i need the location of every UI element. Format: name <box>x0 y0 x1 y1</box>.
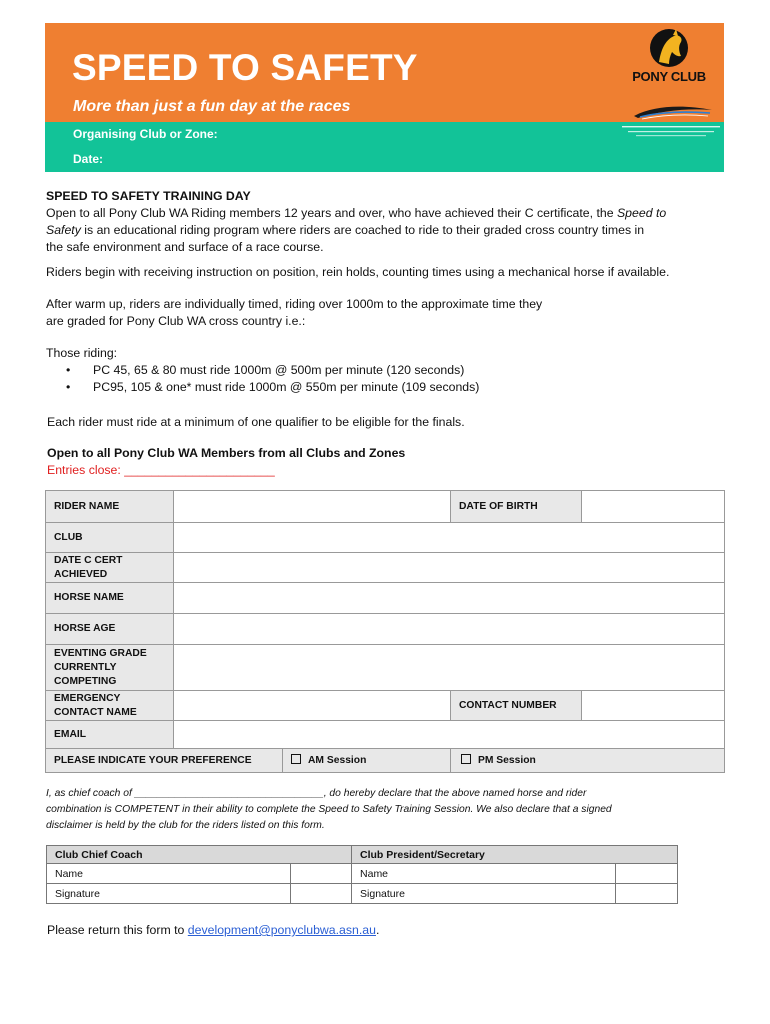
sponsor-logo <box>632 104 714 120</box>
intro-text-c: the safe environment and surface of a race course. <box>46 240 324 254</box>
coach-signature-field[interactable] <box>291 884 352 904</box>
am-session-option[interactable] <box>283 749 451 773</box>
page-title: SPEED TO SAFETY <box>72 47 418 88</box>
return-email-link[interactable]: development@ponyclubwa.asn.au <box>187 923 376 937</box>
horse-head-icon <box>619 26 719 70</box>
coach-name-field[interactable] <box>291 864 352 884</box>
entries-close-label: Entries close: ______________________ <box>47 463 275 477</box>
those-riding-label: Those riding: <box>46 346 118 360</box>
club-label: CLUB <box>46 523 174 553</box>
training-day-heading: SPEED TO SAFETY TRAINING DAY <box>46 189 251 203</box>
sponsor-tagline-lines <box>622 124 720 138</box>
date-label: Date: <box>73 152 104 166</box>
am-session-label: AM Session <box>308 754 367 766</box>
eventing-line-3: COMPETING <box>54 675 117 687</box>
organising-club-label: Organising Club or Zone: <box>73 127 218 141</box>
pm-session-checkbox[interactable] <box>461 754 471 764</box>
riders-begin-paragraph: Riders begin with receiving instruction on position, rein holds, counting times using a mechanical horse if available. <box>46 265 670 279</box>
eventing-grade-label <box>46 645 174 691</box>
emergency-line-1: EMERGENCY <box>54 692 121 704</box>
return-instruction <box>47 923 379 937</box>
signature-table <box>46 845 678 904</box>
pm-session-option[interactable] <box>451 749 725 773</box>
warm-up-line-1: After warm up, riders are individually timed, riding over 1000m to the approximate time they <box>46 297 543 311</box>
coach-signature-label: Signature <box>47 884 291 904</box>
logo-text: PONY CLUB <box>632 69 706 84</box>
horse-age-label: HORSE AGE <box>46 614 174 645</box>
emergency-contact-label <box>46 691 174 721</box>
club-field[interactable] <box>174 523 725 553</box>
rider-entry-form <box>45 490 725 773</box>
horse-age-field[interactable] <box>174 614 725 645</box>
date-c-cert-label <box>46 553 174 583</box>
eventing-line-1: EVENTING GRADE <box>54 647 147 659</box>
warm-up-paragraph <box>46 296 706 330</box>
intro-italic-2: Safety <box>46 223 81 237</box>
declaration-line-3: disclaimer is held by the club for the riders listed on this form. <box>46 820 325 831</box>
eventing-grade-field[interactable] <box>174 645 725 691</box>
date-of-birth-label: DATE OF BIRTH <box>451 491 582 523</box>
intro-text-a: Open to all Pony Club WA Riding members 12 years and over, who have achieved their C certificate, the <box>46 206 617 220</box>
intro-italic-1: Speed to <box>616 206 667 220</box>
email-label: EMAIL <box>46 721 174 749</box>
president-name-field[interactable] <box>616 864 678 884</box>
am-session-checkbox[interactable] <box>291 754 301 764</box>
coach-header: Club Chief Coach <box>47 846 352 864</box>
president-signature-label: Signature <box>352 884 616 904</box>
president-signature-field[interactable] <box>616 884 678 904</box>
header-banner <box>45 23 724 172</box>
president-name-label: Name <box>352 864 616 884</box>
date-c-cert-line-2: ACHIEVED <box>54 568 108 580</box>
contact-number-label: CONTACT NUMBER <box>451 691 582 721</box>
declaration-text <box>46 786 678 834</box>
intro-paragraph <box>46 205 706 256</box>
warm-up-line-2: are graded for Pony Club WA cross country i.e.: <box>46 314 306 328</box>
email-field[interactable] <box>174 721 725 749</box>
contact-number-field[interactable] <box>582 691 725 721</box>
page-subtitle: More than just a fun day at the races <box>73 98 351 115</box>
date-c-cert-field[interactable] <box>174 553 725 583</box>
horse-name-label: HORSE NAME <box>46 583 174 614</box>
rider-name-label: RIDER NAME <box>46 491 174 523</box>
president-header: Club President/Secretary <box>352 846 678 864</box>
rider-name-field[interactable] <box>174 491 451 523</box>
grade-bullet-list <box>66 362 479 396</box>
eventing-line-2: CURRENTLY <box>54 661 117 673</box>
bullet-item: • PC95, 105 & one* must ride 1000m @ 550m per minute (109 seconds) <box>66 379 479 396</box>
pm-session-label: PM Session <box>478 754 536 766</box>
qualifier-note: Each rider must ride at a minimum of one qualifier to be eligible for the finals. <box>47 415 465 429</box>
date-of-birth-field[interactable] <box>582 491 725 523</box>
bullet-item: • PC 45, 65 & 80 must ride 1000m @ 500m per minute (120 seconds) <box>66 362 479 379</box>
pony-club-logo <box>619 26 719 96</box>
date-c-cert-line-1: DATE C CERT <box>54 554 123 566</box>
preference-label: PLEASE INDICATE YOUR PREFERENCE <box>46 749 283 773</box>
open-to-heading: Open to all Pony Club WA Members from all Clubs and Zones <box>47 446 406 460</box>
emergency-line-2: CONTACT NAME <box>54 706 137 718</box>
emergency-contact-field[interactable] <box>174 691 451 721</box>
declaration-line-2: combination is COMPETENT in their ability to complete the Speed to Safety Training Session. We also declare that a signed <box>46 804 612 815</box>
horse-name-field[interactable] <box>174 583 725 614</box>
intro-text-b: is an educational riding program where riders are coached to ride to their graded cross country times in <box>80 223 645 237</box>
coach-name-label: Name <box>47 864 291 884</box>
return-period: . <box>375 923 380 937</box>
declaration-line-1: I, as chief coach of _________________________________, do hereby declare that the above named horse and rider <box>46 788 587 799</box>
return-text: Please return this form to <box>47 923 188 937</box>
